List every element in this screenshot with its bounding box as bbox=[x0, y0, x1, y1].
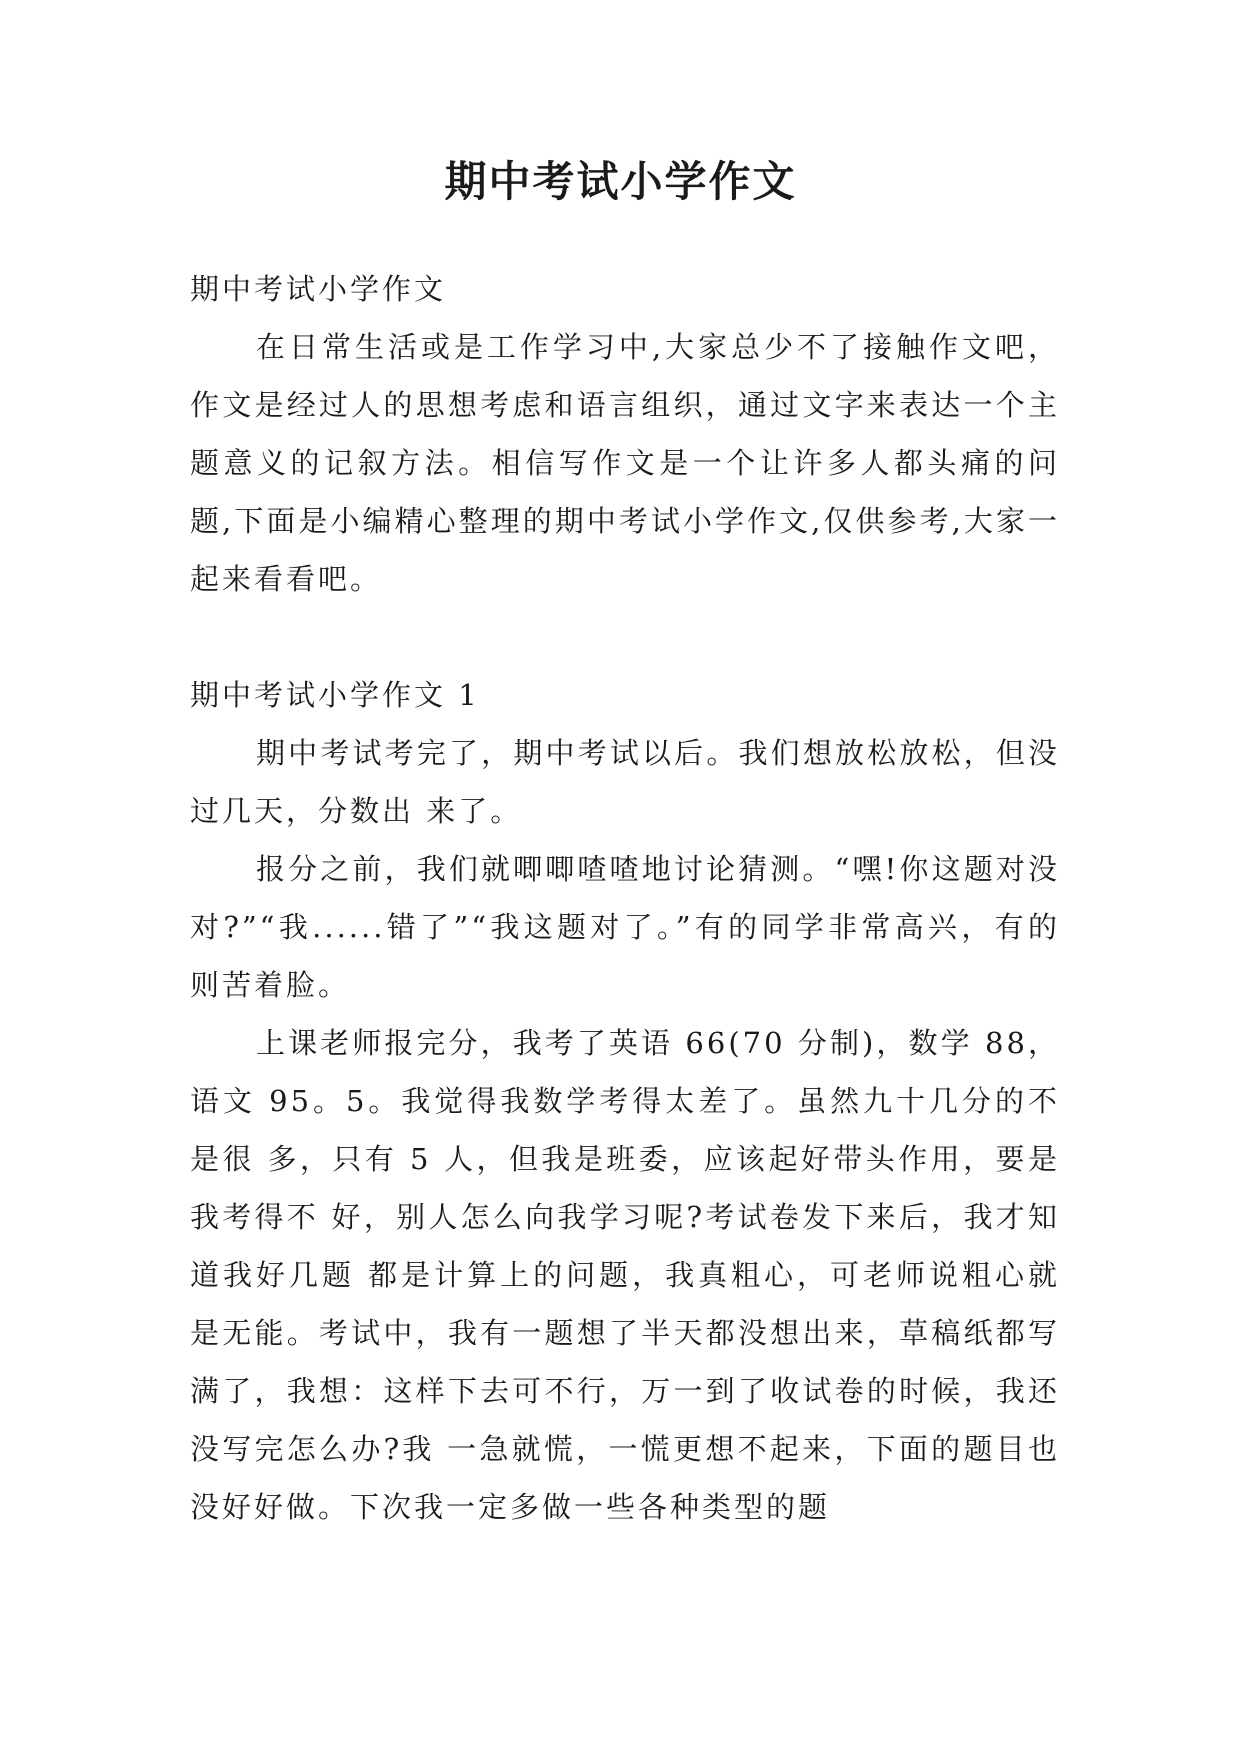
document-title: 期中考试小学作文 bbox=[444, 157, 797, 206]
essay-1-paragraph: 期中考试考完了，期中考试以后。我们想放松放松，但没过几天，分数出 来了。 bbox=[190, 736, 1060, 828]
essay-1-heading: 期中考试小学作文 1 bbox=[190, 678, 480, 712]
section-spacer bbox=[190, 608, 1060, 666]
essay-1-paragraph: 上课老师报完分，我考了英语 66(70 分制)，数学 88，语文 95。5。我觉得我数学考得太差了。虽然九十几分的不是很 多，只有 5 人，但我是班委，应该起好带头作用，要是我考得不 好，别人怎么向我学习呢?考试卷发下来后，我才知道我好几题 都是计算上的问题，我真粗心，可老师说粗心就是无能。考试中，我有一题想了半天都没想出来，草稿纸都写满了，我想：这样下去可不行，万一到了收试卷的时候，我还没写完怎么办?我 一急就慌，一慌更想不起来，下面的题目也没好好做。下次我一定多做一些各种类型的题 bbox=[190, 1026, 1060, 1524]
document-body bbox=[190, 260, 1060, 1536]
intro-heading: 期中考试小学作文 bbox=[190, 272, 447, 306]
intro-paragraph: 在日常生活或是工作学习中,大家总少不了接触作文吧，作文是经过人的思想考虑和语言组织，通过文字来表达一个主题意义的记叙方法。相信写作文是一个让许多人都头痛的问题,下面是小编精心整理的期中考试小学作文,仅供参考,大家一起来看看吧。 bbox=[190, 330, 1060, 596]
essay-1-paragraph: 报分之前，我们就唧唧喳喳地讨论猜测。“嘿!你这题对没对?”“我......错了”“我这题对了。”有的同学非常高兴，有的则苦着脸。 bbox=[190, 852, 1060, 1002]
